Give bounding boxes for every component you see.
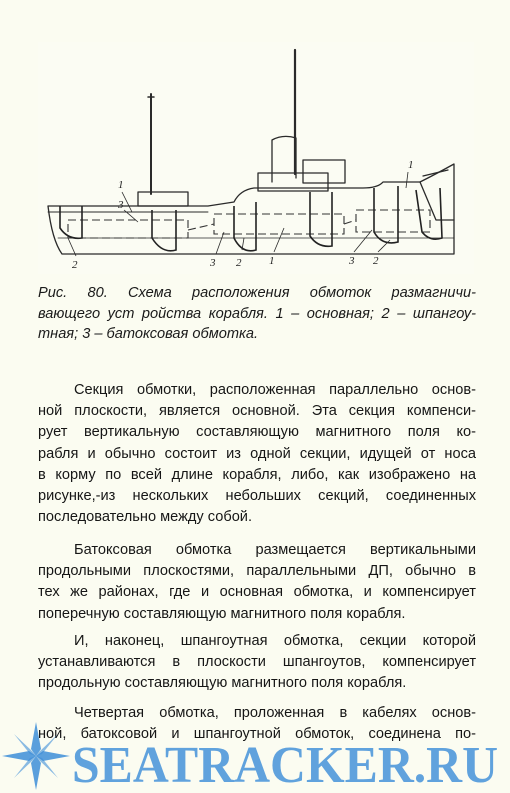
frame-winding-1 [60,206,82,238]
text-line: рабля и обычно состоит из одной секции, идущей от носа [38,445,476,462]
text-line: ной плоскости, является основной. Эта секция компенси- [38,403,476,420]
site-watermark [0,716,510,793]
watermark-text: SEATRACKER.RU [72,737,498,793]
label-fore-2: 2 [72,259,78,271]
batoks-winding-fore [68,220,188,238]
label-mid-2: 2 [236,257,242,269]
frame-winding-3 [234,202,256,251]
figure-caption [38,283,476,345]
text-line: поперечную составляющую магнитного поля корабля. [38,605,406,622]
caption-line: вающего уст ройства корабля. 1 – основная; 2 – шпангоу- [38,305,476,322]
text-line: последовательно между собой. [38,509,253,526]
text-line: Батоксовая обмотка размещается вертикальными [74,542,476,558]
caption-line: Рис. 80. Схема расположения обмоток размагничи- [38,285,476,301]
label-aft-1: 1 [408,159,414,171]
label-aft-3: 3 [349,255,355,267]
text-line: Секция обмотки, расположенная параллельно основ- [74,382,476,398]
text-line: продольными плоскостями, параллельными ДП, обычно в [38,563,476,580]
deckhouse-aft [303,160,345,183]
frame-winding-2 [152,210,176,251]
hull [48,164,454,254]
text-line: рисунке,-из нескольких небольших секций, соединенных [38,487,476,504]
text-line: устанавливаются в плоскости шпангоутов, компенсирует [38,654,476,671]
paragraph-batoks-winding [38,540,476,625]
label-fore-3: 3 [118,199,124,211]
text-line: тех же районах, где и основная обмотка, и компенсирует [38,584,476,601]
frame-winding-5 [374,186,398,243]
text-line: ной, батоксовой и шпангоутной обмоток, соединена по- [38,726,476,743]
label-aft-2: 2 [373,255,379,267]
caption-line: тная; 3 – батоксовая обмотка. [38,326,259,342]
paragraph-main-winding [38,380,476,528]
paragraph-frame-winding [38,631,476,695]
deckhouse-fore [138,192,188,206]
text-line: в корму по всей длине корабля, либо, как изображено на [38,466,476,483]
text-line: продольную составляющую магнитного поля корабля. [38,675,407,692]
text-line: И, наконец, шпангоутная обмотка, секции которой [74,633,476,649]
label-mid-1: 1 [269,255,275,267]
compass-rose-icon [2,722,70,790]
text-line: Четвертая обмотка, проложенная в кабелях основ- [74,705,476,721]
label-mid-3: 3 [210,257,216,269]
ship-degaussing-diagram [38,42,474,274]
funnel [272,136,296,182]
text-line: рует вертикальную составляющую магнитного поля ко- [38,424,476,441]
label-fore-1: 1 [118,179,124,191]
